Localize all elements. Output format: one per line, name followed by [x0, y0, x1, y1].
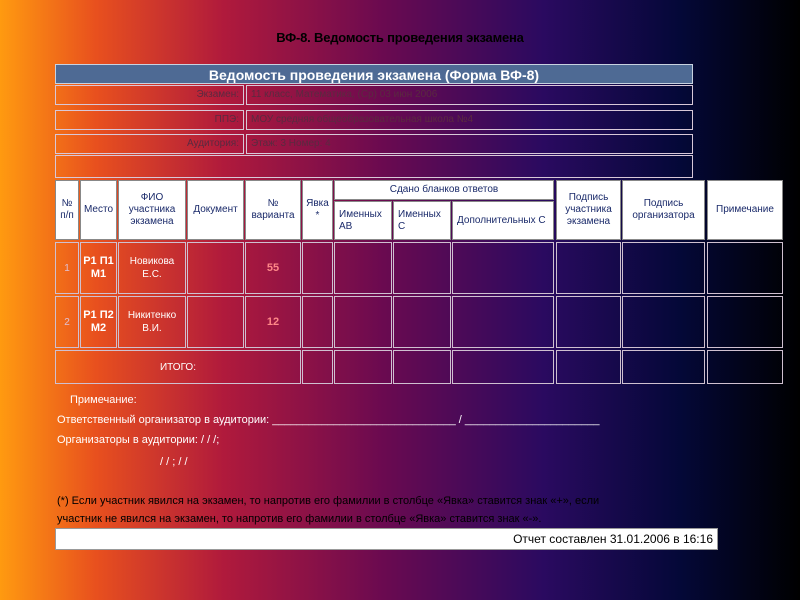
row2-attendance	[302, 296, 333, 348]
blank-row	[55, 155, 693, 178]
row2-note	[707, 296, 783, 348]
responsible-organizer-line: Ответственный организатор в аудитории: ______________________________ / ______________________	[57, 414, 600, 426]
header-additional-c: Дополнительных С	[452, 201, 554, 240]
organizers-line-2: / / ; / /	[160, 456, 188, 468]
row2-organizer-signature	[622, 296, 705, 348]
row1-variant: 55	[245, 242, 301, 294]
row1-additional-c	[452, 242, 554, 294]
row1-note	[707, 242, 783, 294]
row2-fio: Никитенко В.И.	[118, 296, 186, 348]
total-label: ИТОГО:	[55, 350, 301, 384]
header-organizer-signature: Подпись организатора	[622, 180, 705, 240]
header-delivered: Сдано бланков ответов	[334, 180, 554, 200]
row2-additional-c	[452, 296, 554, 348]
footnote-line-1: (*) Если участник явился на экзамен, то напротив его фамилии в столбце «Явка» ставится знак «+», если	[57, 495, 600, 507]
row1-num: 1	[55, 242, 79, 294]
header-num: № п/п	[55, 180, 79, 240]
room-value: Этаж: 3 Номер: 4	[246, 134, 693, 154]
total-note	[707, 350, 783, 384]
row2-named-c	[393, 296, 451, 348]
header-fio: ФИО участника экзамена	[118, 180, 186, 240]
row1-fio: Новикова Е.С.	[118, 242, 186, 294]
row1-place: Р1 П1 М1	[80, 242, 117, 294]
row2-variant: 12	[245, 296, 301, 348]
room-label: Аудитория:	[55, 134, 244, 154]
organizers-line: Организаторы в аудитории: / / /;	[57, 434, 220, 446]
row2-place: Р1 П2 М2	[80, 296, 117, 348]
total-named-c	[393, 350, 451, 384]
total-organizer-signature	[622, 350, 705, 384]
total-participant-signature	[556, 350, 621, 384]
exam-value: 11 класс, Математика, (Ср) 03 июн 2006	[246, 85, 693, 105]
ppe-label: ППЭ:	[55, 110, 244, 130]
total-additional-c	[452, 350, 554, 384]
report-footer: Отчет составлен 31.01.2006 в 16:16	[55, 528, 718, 550]
header-note: Примечание	[707, 180, 783, 240]
footnote-line-2: участник не явился на экзамен, то напротив его фамилии в столбце «Явка» ставится знак «-».	[57, 513, 542, 525]
row1-participant-signature	[556, 242, 621, 294]
row2-participant-signature	[556, 296, 621, 348]
row2-document	[187, 296, 244, 348]
note-heading: Примечание:	[70, 394, 137, 406]
header-place: Место	[80, 180, 117, 240]
exam-label: Экзамен:	[55, 85, 244, 105]
slide-title: ВФ-8. Ведомость проведения экзамена	[276, 30, 524, 45]
ppe-value: МОУ средняя общеобразовательная школа №4	[246, 110, 693, 130]
row1-named-c	[393, 242, 451, 294]
header-attendance: Явка *	[302, 180, 333, 240]
header-named-c: Именных С	[393, 201, 451, 240]
header-document: Документ	[187, 180, 244, 240]
row2-num: 2	[55, 296, 79, 348]
header-participant-signature: Подпись участника экзамена	[556, 180, 621, 240]
header-variant: № варианта	[245, 180, 301, 240]
row1-named-ab	[334, 242, 392, 294]
row1-document	[187, 242, 244, 294]
form-header: Ведомость проведения экзамена (Форма ВФ-8)	[55, 64, 693, 84]
total-attendance	[302, 350, 333, 384]
row1-attendance	[302, 242, 333, 294]
header-named-ab: Именных АВ	[334, 201, 392, 240]
row2-named-ab	[334, 296, 392, 348]
row1-organizer-signature	[622, 242, 705, 294]
total-named-ab	[334, 350, 392, 384]
